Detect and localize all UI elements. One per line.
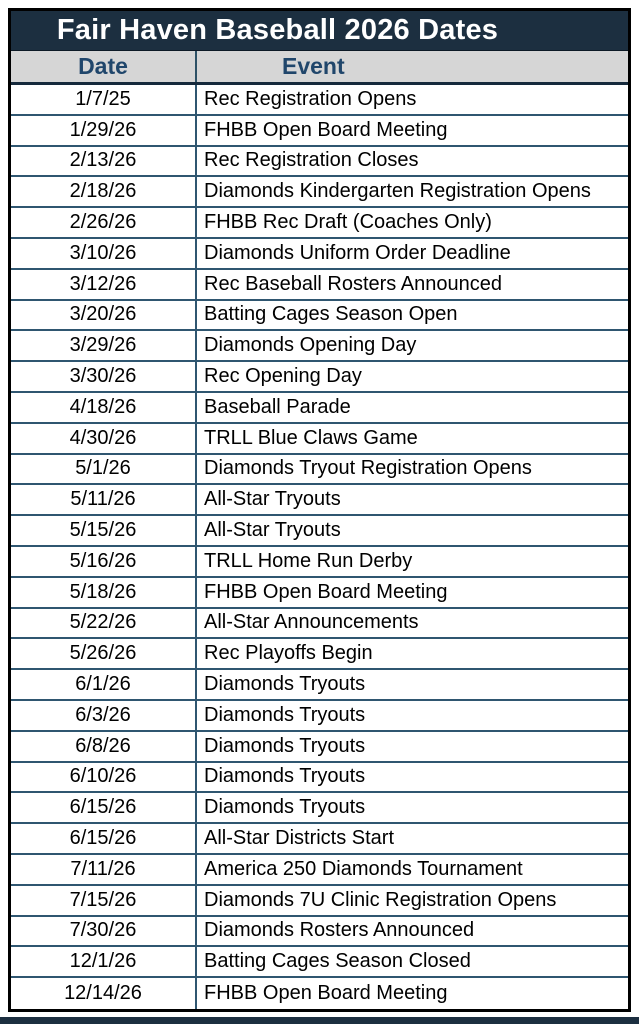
date-cell: 6/10/26: [11, 763, 197, 792]
event-cell: TRLL Blue Claws Game: [204, 426, 418, 449]
date-cell: 5/22/26: [11, 609, 197, 638]
event-cell: Diamonds Tryouts: [204, 796, 366, 819]
table-row: [11, 886, 628, 917]
event-cell: FHBB Open Board Meeting: [204, 982, 448, 1004]
event-cell: Batting Cages Season Open: [204, 303, 458, 326]
table-row: [11, 301, 628, 332]
date-cell: 3/29/26: [11, 331, 197, 360]
date-cell: 5/26/26: [11, 639, 197, 668]
table-row: [11, 701, 628, 732]
table-row: [11, 455, 628, 486]
event-cell: Rec Playoffs Begin: [204, 642, 373, 665]
event-cell: Diamonds Uniform Order Deadline: [204, 241, 511, 264]
table-row: [11, 609, 628, 640]
event-cell: Diamonds Tryouts: [204, 734, 366, 757]
date-cell: 1/29/26: [11, 116, 197, 145]
date-cell: 3/12/26: [11, 270, 197, 299]
event-cell: Diamonds Rosters Announced: [204, 919, 475, 942]
event-cell: Diamonds Tryout Registration Opens: [204, 457, 532, 480]
date-cell: 6/1/26: [11, 670, 197, 699]
date-cell: 12/14/26: [11, 978, 197, 1009]
date-cell: 5/15/26: [11, 516, 197, 545]
date-cell: 3/30/26: [11, 362, 197, 391]
event-cell: Rec Registration Closes: [204, 149, 419, 172]
table-row: [11, 670, 628, 701]
table-row: [11, 793, 628, 824]
date-cell: 6/15/26: [11, 793, 197, 822]
event-cell: Rec Opening Day: [204, 365, 362, 388]
table-row: [11, 485, 628, 516]
header-cell-date: [11, 51, 197, 82]
event-cell: America 250 Diamonds Tournament: [204, 857, 523, 880]
date-cell: 5/16/26: [11, 547, 197, 576]
event-cell: All-Star Announcements: [204, 611, 419, 634]
table-row: [11, 270, 628, 301]
table-row: [11, 732, 628, 763]
date-cell: 2/26/26: [11, 208, 197, 237]
table-row: [11, 763, 628, 794]
table-row: [11, 208, 628, 239]
date-cell: 7/15/26: [11, 886, 197, 915]
date-cell: 12/1/26: [11, 947, 197, 976]
date-cell: 7/30/26: [11, 917, 197, 946]
date-cell: 6/3/26: [11, 701, 197, 730]
date-cell: 2/18/26: [11, 177, 197, 206]
table-row: [11, 824, 628, 855]
table-row: [11, 917, 628, 948]
date-cell: 5/18/26: [11, 578, 197, 607]
event-column-header: Event: [282, 53, 345, 79]
table-row: [11, 424, 628, 455]
date-column-header: Date: [78, 53, 128, 79]
event-cell: Rec Baseball Rosters Announced: [204, 272, 502, 295]
date-cell: 3/20/26: [11, 301, 197, 330]
table-row: [11, 978, 628, 1009]
header-cell-event: [197, 51, 628, 82]
event-cell: Baseball Parade: [204, 395, 351, 418]
date-cell: 1/7/25: [11, 85, 197, 114]
event-cell: Diamonds Tryouts: [204, 703, 366, 726]
table-row: [11, 855, 628, 886]
event-cell: Diamonds Tryouts: [204, 673, 366, 696]
bottom-divider-strip: [0, 1017, 639, 1024]
table-header-row: [11, 51, 628, 85]
table-row: [11, 147, 628, 178]
date-cell: 2/13/26: [11, 147, 197, 176]
event-cell: FHBB Open Board Meeting: [204, 118, 448, 141]
event-cell: Diamonds Tryouts: [204, 765, 366, 788]
event-cell: FHBB Rec Draft (Coaches Only): [204, 211, 492, 234]
event-cell: TRLL Home Run Derby: [204, 549, 413, 572]
date-cell: 3/10/26: [11, 239, 197, 268]
table-row: [11, 547, 628, 578]
event-cell: Diamonds Opening Day: [204, 334, 417, 357]
table-row: [11, 331, 628, 362]
table-row: [11, 239, 628, 270]
table-row: [11, 516, 628, 547]
event-cell: FHBB Open Board Meeting: [204, 580, 448, 603]
table-title: [11, 11, 628, 51]
date-cell: 7/11/26: [11, 855, 197, 884]
table-row: [11, 85, 628, 116]
table-row: [11, 177, 628, 208]
event-cell: Batting Cages Season Closed: [204, 950, 471, 973]
table-row: [11, 639, 628, 670]
date-cell: 4/30/26: [11, 424, 197, 453]
table-row: [11, 116, 628, 147]
schedule-table: [8, 8, 631, 1012]
table-row: [11, 393, 628, 424]
table-row: [11, 362, 628, 393]
event-cell: All-Star Districts Start: [204, 827, 395, 850]
table-title-text: Fair Haven Baseball 2026 Dates: [56, 14, 499, 46]
event-cell: All-Star Tryouts: [204, 519, 341, 542]
date-cell: 4/18/26: [11, 393, 197, 422]
table-body: [11, 85, 628, 1009]
event-cell: Diamonds 7U Clinic Registration Opens: [204, 888, 557, 911]
event-cell: All-Star Tryouts: [204, 488, 341, 511]
date-cell: 6/15/26: [11, 824, 197, 853]
event-cell: Diamonds Kindergarten Registration Opens: [204, 180, 591, 203]
date-cell: 6/8/26: [11, 732, 197, 761]
date-cell: 5/11/26: [11, 485, 197, 514]
table-row: [11, 578, 628, 609]
table-row: [11, 947, 628, 978]
date-cell: 5/1/26: [11, 455, 197, 484]
event-cell: Rec Registration Opens: [204, 87, 417, 110]
